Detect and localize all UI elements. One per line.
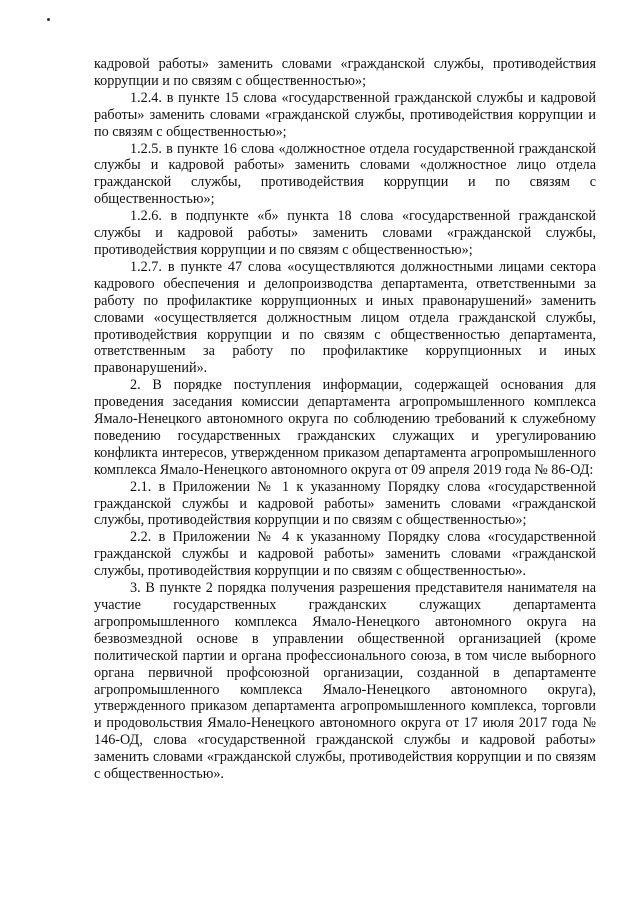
- paragraph-1-2-6: 1.2.6. в подпункте «б» пункта 18 слова «государственной гражданской службы и кадровой работы» заменить словами «гражданской службы, противодействия коррупции и по связям с общественностью»;: [94, 208, 596, 258]
- paragraph-3: 3. В пункте 2 порядка получения разрешения представителя нанимателя на участие государственных гражданских служащих департамента агропромышленного комплекса Ямало-Ненецкого автономного округа на безвозмездной основе в управлении общественной организацией (кроме политической партии и органа профессионального союза, в том числе выборного органа первичной профсоюзной организации, созданной в департаменте агропромышленного комплекса Ямало-Ненецкого автономного округа), утвержденного приказом департамента агропромышленного комплекса, торговли и продовольствия Ямало-Ненецкого автономного округа от 17 июля 2017 года № 146-ОД, слова «государственной гражданской службы и кадровой работы» заменить словами «гражданской службы, противодействия коррупции и по связям с общественностью».: [94, 580, 596, 783]
- paragraph-2: 2. В порядке поступления информации, содержащей основания для проведения заседания комиссии департамента агропромышленного комплекса Ямало-Ненецкого автономного округа по соблюдению требований к служебному поведению государственных гражданских служащих и урегулированию конфликта интересов, утвержденном приказом департамента агропромышленного комплекса Ямало-Ненецкого автономного округа от 09 апреля 2019 года № 86-ОД:: [94, 377, 596, 478]
- scan-speck: [47, 18, 50, 21]
- paragraph-2-1: 2.1. в Приложении № 1 к указанному Порядку слова «государственной гражданской службы и кадровой работы» заменить словами «гражданской службы, противодействия коррупции и по связям с общественностью»;: [94, 478, 596, 529]
- paragraph-continuation: кадровой работы» заменить словами «гражданской службы, противодействия коррупции и по связям с общественностью»;: [94, 56, 596, 89]
- paragraph-2-2: 2.2. в Приложении № 4 к указанному Порядку слова «государственной гражданской службы и кадровой работы» заменить словами «гражданской службы, противодействия коррупции и по связям с общественностью».: [94, 529, 596, 580]
- document-body: [94, 56, 596, 783]
- paragraph-1-2-5: 1.2.5. в пункте 16 слова «должностное отдела государственной гражданской службы и кадровой работы» заменить словами «должностное лицо отдела гражданской службы, противодействия коррупции и по связям с общественностью»;: [94, 140, 596, 208]
- paragraph-1-2-4: 1.2.4. в пункте 15 слова «государственной гражданской службы и кадровой работы» заменить словами «гражданской службы, противодействия коррупции и по связям с общественностью»;: [94, 89, 596, 140]
- paragraph-1-2-7: 1.2.7. в пункте 47 слова «осуществляются должностными лицами сектора кадрового обеспечения и делопроизводства департамента, ответственными за работу по профилактике коррупционных и иных правонарушений» заменить словами «осуществляется должностным лицом отдела гражданской службы, противодействия коррупции и по связям с общественностью департамента, ответственным за работу по профилактике коррупционных и иных правонарушений».: [94, 258, 596, 377]
